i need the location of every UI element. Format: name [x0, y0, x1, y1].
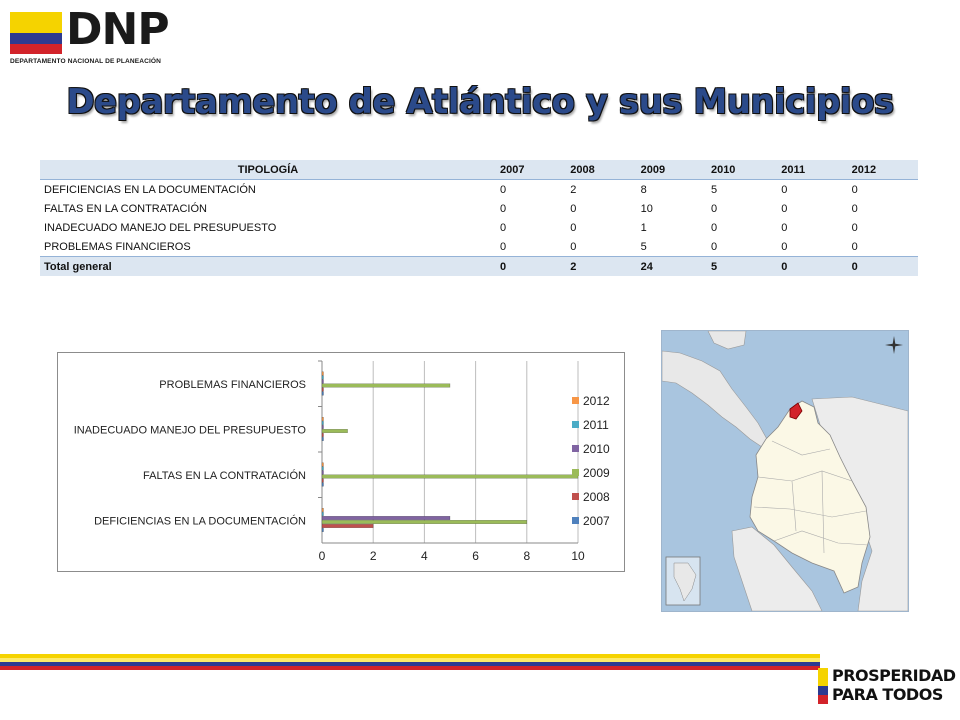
bar-2008: [322, 479, 324, 483]
x-tick-label: 2: [369, 549, 377, 563]
bar-2012: [322, 463, 324, 467]
bar-2007: [322, 437, 324, 441]
total-cell: 0: [777, 257, 847, 277]
bar-2012: [322, 508, 324, 512]
legend-label: 2008: [583, 490, 610, 504]
total-cell: 24: [637, 257, 707, 277]
bar-2010: [322, 425, 324, 429]
category-label: FALTAS EN LA CONTRATACIÓN: [143, 469, 306, 482]
header-cell: TIPOLOGÍA: [40, 160, 496, 180]
cell: 0: [851, 183, 858, 196]
cell: 0: [710, 221, 718, 234]
cell: 0: [570, 240, 577, 253]
bar-2011: [322, 376, 324, 380]
cell: 0: [710, 240, 718, 253]
total-cell: 0: [848, 257, 918, 277]
brand-flag-icon: [818, 668, 828, 704]
row-label: PROBLEMAS FINANCIEROS: [44, 240, 191, 253]
brand-text: [832, 666, 956, 704]
bar-2008: [322, 524, 373, 528]
legend-label: 2009: [583, 466, 610, 480]
cell: 1: [640, 221, 647, 234]
row-label: FALTAS EN LA CONTRATACIÓN: [44, 202, 207, 215]
cell: 0: [499, 202, 507, 215]
legend-swatch: [572, 397, 579, 404]
bar-2012: [322, 417, 324, 421]
bar-2010: [322, 516, 450, 520]
category-label: PROBLEMAS FINANCIEROS: [159, 378, 306, 391]
cell: 0: [781, 202, 788, 215]
dnp-logo: [10, 4, 190, 70]
bar-2011: [322, 467, 324, 471]
cell: 0: [570, 221, 577, 234]
cell: 5: [710, 183, 718, 196]
row-label: DEFICIENCIAS EN LA DOCUMENTACIÓN: [44, 183, 256, 196]
bar-2009: [322, 520, 527, 524]
x-tick-label: 10: [571, 549, 585, 563]
row-label: INADECUADO MANEJO DEL PRESUPUESTO: [44, 221, 277, 234]
compass-icon: [885, 336, 903, 354]
brand-line-1: PROSPERIDAD: [832, 666, 956, 685]
table-total-row: [40, 257, 918, 277]
legend-swatch: [572, 517, 579, 524]
central-america-land: [662, 351, 768, 447]
bar-chart: [57, 352, 625, 572]
bar-2009: [322, 384, 450, 388]
bar-2007: [322, 528, 324, 532]
cell: 0: [499, 221, 507, 234]
colombia-flag-icon: [10, 12, 62, 54]
cell: 10: [640, 202, 653, 215]
brand-line-2: PARA TODOS: [832, 685, 943, 704]
bar-2008: [322, 433, 324, 437]
legend-label: 2007: [583, 514, 610, 528]
bar-2008: [322, 388, 324, 392]
cell: 0: [710, 202, 718, 215]
flag-stripe: [0, 654, 820, 670]
x-tick-label: 0: [318, 549, 326, 563]
total-cell: 2: [566, 257, 636, 277]
logo-subtitle: DEPARTAMENTO NACIONAL DE PLANEACIÓN: [10, 58, 162, 65]
total-label: Total general: [40, 257, 496, 277]
header-cell: 2009: [637, 160, 707, 180]
table-row: [40, 218, 918, 237]
cell: 0: [781, 183, 788, 196]
bar-2010: [322, 471, 324, 475]
bar-2009: [322, 475, 578, 479]
legend-swatch: [572, 493, 579, 500]
tipologia-table: [40, 160, 918, 276]
table-row: [40, 180, 918, 200]
total-cell: 0: [496, 257, 566, 277]
table-row: [40, 237, 918, 257]
cell: 0: [570, 202, 577, 215]
cell: 0: [851, 202, 858, 215]
cell: 5: [640, 240, 647, 253]
header-cell: 2012: [848, 160, 918, 180]
header-cell: 2007: [496, 160, 566, 180]
cell: 0: [499, 183, 507, 196]
table-row: [40, 199, 918, 218]
cell: 0: [781, 221, 788, 234]
bar-2007: [322, 392, 324, 396]
yucatan-land: [708, 331, 746, 349]
logo-word: DNP: [66, 4, 169, 55]
total-cell: 5: [707, 257, 777, 277]
table-header-row: [40, 160, 918, 180]
bar-2009: [322, 429, 348, 433]
cell: 0: [851, 221, 858, 234]
colombia-map: [661, 330, 909, 612]
bar-chart-svg: [58, 353, 624, 571]
header-cell: 2010: [707, 160, 777, 180]
cell: 2: [570, 183, 577, 196]
bar-2012: [322, 372, 324, 376]
bar-2011: [322, 512, 324, 516]
legend-label: 2011: [583, 418, 609, 432]
legend-swatch: [572, 469, 579, 476]
category-label: DEFICIENCIAS EN LA DOCUMENTACIÓN: [94, 515, 306, 528]
page-title: Departamento de Atlántico y sus Municipios: [66, 82, 894, 122]
bar-2007: [322, 483, 324, 487]
cell: 0: [499, 240, 507, 253]
colombia-map-svg: [662, 331, 908, 611]
header-cell: 2008: [566, 160, 636, 180]
x-tick-label: 8: [523, 549, 531, 563]
x-tick-label: 4: [421, 549, 428, 563]
legend-label: 2012: [583, 394, 610, 408]
cell: 0: [781, 240, 788, 253]
bar-2010: [322, 380, 324, 384]
cell: 8: [640, 183, 647, 196]
prosperidad-logo: [818, 666, 956, 710]
x-tick-label: 6: [472, 549, 479, 563]
legend-swatch: [572, 445, 579, 452]
cell: 0: [851, 240, 858, 253]
legend-swatch: [572, 421, 579, 428]
bar-2011: [322, 421, 324, 425]
header-cell: 2011: [777, 160, 847, 180]
legend-label: 2010: [583, 442, 610, 456]
category-label: INADECUADO MANEJO DEL PRESUPUESTO: [73, 424, 306, 437]
